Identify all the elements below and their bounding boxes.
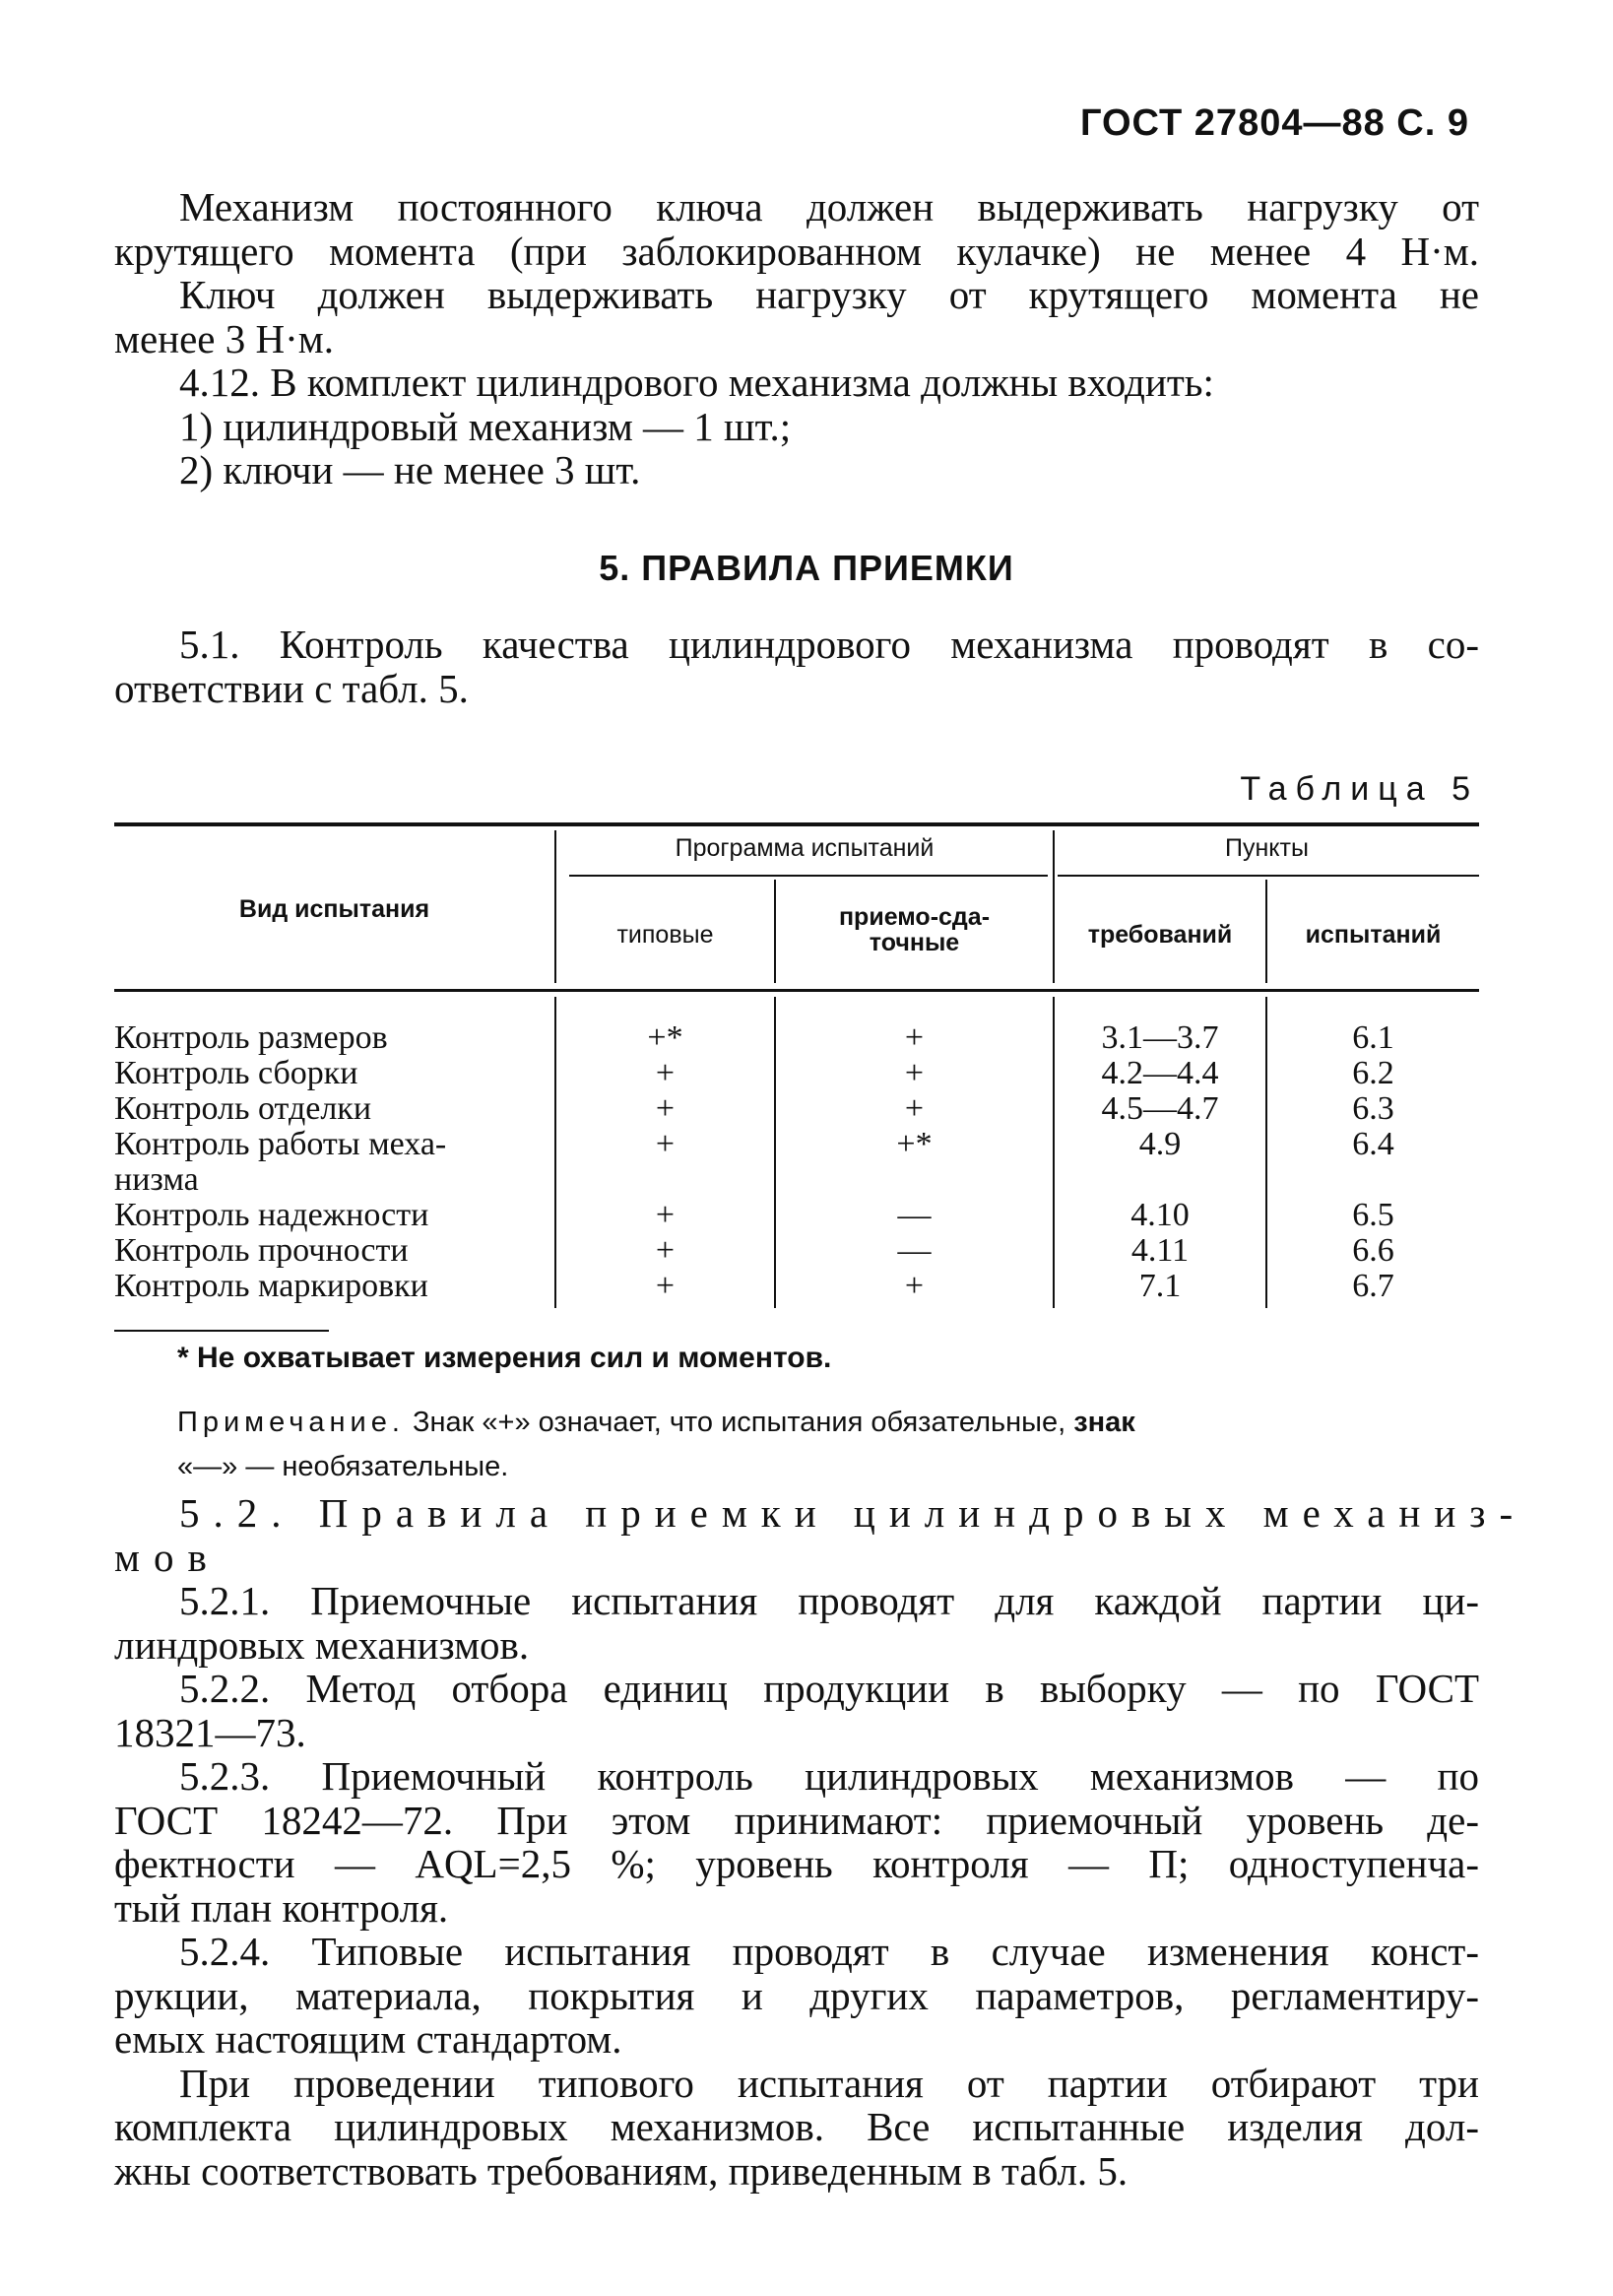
cell-tests: 6.4: [1352, 1126, 1394, 1162]
text-line: 2) ключи — не менее 3 шт.: [179, 447, 641, 492]
header-clauses: Пункты: [1225, 834, 1309, 862]
cell-requirements: 4.10: [1130, 1197, 1190, 1233]
header-requirements: требований: [1087, 921, 1233, 949]
cell-typical: +: [655, 1268, 676, 1304]
text-line: 5.2.3. Приемочный контроль цилиндровых механизмов — по: [179, 1753, 1479, 1799]
note-line-1: [177, 1403, 1479, 1447]
header-acceptance-line-1: приемо-сда-: [838, 903, 991, 931]
text-line: тый план контроля.: [114, 1884, 449, 1931]
cell-acceptance: +*: [896, 1126, 933, 1162]
note-strong: знак: [1073, 1407, 1135, 1438]
cell-requirements: 4.2—4.4: [1101, 1055, 1219, 1091]
text-line: 5.2.4. Типовые испытания проводят в случае изменения конст-: [179, 1929, 1479, 1974]
cell-test-name: Контроль размеров: [114, 1019, 388, 1056]
cell-tests: 6.6: [1352, 1232, 1394, 1269]
cell-tests: 6.5: [1352, 1197, 1394, 1233]
intro-paragraphs: [114, 185, 1479, 492]
text-line: Механизм постоянного ключа должен выдерживать нагрузку от: [179, 184, 1479, 230]
cell-tests: 6.3: [1352, 1090, 1394, 1127]
text-line: ГОСТ 18242—72. При этом принимают: приемочный уровень де-: [114, 1797, 1479, 1843]
cell-test-name: Контроль работы меха-: [114, 1126, 447, 1162]
note-line-2: «—» — необязательные.: [177, 1450, 509, 1482]
text-line: рукции, материала, покрытия и других параметров, регламентиру-: [114, 1972, 1479, 2018]
cell-test-name: низма: [114, 1161, 199, 1198]
cell-requirements: 4.11: [1130, 1232, 1190, 1269]
table-footnote: * Не охватывает измерения сил и моментов.: [177, 1342, 832, 1374]
cell-test-name: Контроль отделки: [114, 1090, 372, 1127]
cell-requirements: 3.1—3.7: [1101, 1019, 1219, 1056]
text-line: 5.1. Контроль качества цилиндрового механизма проводят в со-: [179, 622, 1479, 667]
header-tests: испытаний: [1305, 921, 1442, 949]
table-row: [114, 1162, 1479, 1198]
program-subheader-rule: [569, 875, 1048, 877]
table-row: [114, 1269, 1479, 1304]
cell-requirements: 4.5—4.7: [1101, 1090, 1219, 1127]
cell-test-name: Контроль сборки: [114, 1055, 358, 1091]
table-header-rule: [114, 989, 1479, 992]
cell-typical: +: [655, 1090, 676, 1127]
text-line: менее 3 Н·м.: [114, 315, 334, 361]
note-body: Знак «+» означает, что испытания обязательные,: [404, 1407, 1074, 1438]
footnote-rule: [114, 1330, 329, 1332]
cell-typical: +: [655, 1126, 676, 1162]
cell-typical: +: [655, 1055, 676, 1091]
cell-requirements: 7.1: [1138, 1268, 1182, 1304]
text-line: крутящего момента (при заблокированном кулачке) не менее 4 Н·м.: [114, 228, 1479, 274]
header-acceptance: [776, 904, 1053, 955]
text-line: 5.2.2. Метод отбора единиц продукции в выборку — по ГОСТ: [179, 1666, 1479, 1711]
table-row: [114, 1091, 1479, 1127]
text-line: комплекта цилиндровых механизмов. Все испытанные изделия дол-: [114, 2104, 1479, 2149]
section-title: 5. ПРАВИЛА ПРИЕМКИ: [599, 548, 1014, 588]
cell-requirements: 4.9: [1138, 1126, 1182, 1162]
rules-heading-line-2: мов: [114, 1534, 221, 1580]
table-row: [114, 1056, 1479, 1091]
cell-typical: +: [655, 1197, 676, 1233]
cell-acceptance: +: [904, 1090, 925, 1127]
rules-heading: [114, 1490, 1527, 1580]
cell-typical: +: [655, 1232, 676, 1269]
cell-acceptance: +: [904, 1019, 925, 1056]
table-row: [114, 1198, 1479, 1233]
text-line: 1) цилиндровый механизм — 1 шт.;: [179, 403, 792, 449]
cell-tests: 6.7: [1352, 1268, 1394, 1304]
cell-test-name: Контроль маркировки: [114, 1268, 428, 1304]
cell-test-name: Контроль прочности: [114, 1232, 409, 1269]
cell-acceptance: +: [904, 1268, 925, 1304]
page-header: ГОСТ 27804—88 С. 9: [1079, 102, 1469, 144]
table-note: [177, 1403, 1479, 1490]
cell-acceptance: —: [897, 1197, 932, 1233]
text-line: 4.12. В комплект цилиндрового механизма должны входить:: [179, 360, 1214, 405]
cell-acceptance: +: [904, 1055, 925, 1091]
table-row: [114, 1127, 1479, 1162]
text-line: ответствии с табл. 5.: [114, 665, 469, 711]
rules-heading-line-1: 5.2. Правила приемки цилиндровых механиз-: [179, 1490, 1527, 1536]
table-top-rule: [114, 822, 1479, 826]
text-line: фектности — AQL=2,5 %; уровень контроля — П; одноступенча-: [114, 1841, 1479, 1886]
text-line: линдровых механизмов.: [114, 1621, 530, 1668]
header-typical: типовые: [616, 921, 714, 949]
text-line: 5.2.1. Приемочные испытания проводят для каждой партии ци-: [179, 1578, 1479, 1623]
cell-tests: 6.1: [1352, 1019, 1394, 1056]
note-prefix: Примечание.: [177, 1407, 405, 1438]
cell-acceptance: —: [897, 1232, 932, 1269]
text-line: 18321—73.: [114, 1709, 306, 1755]
text-line: Ключ должен выдерживать нагрузку от крутящего момента не: [179, 272, 1479, 317]
text-line: емых настоящим стандартом.: [114, 2016, 622, 2062]
table-row: [114, 1233, 1479, 1269]
header-program: Программа испытаний: [675, 834, 935, 862]
header-acceptance-line-2: точные: [869, 929, 960, 956]
cell-test-name: Контроль надежности: [114, 1197, 429, 1233]
section-intro: [114, 623, 1479, 710]
table-row: [114, 1020, 1479, 1056]
clauses-subheader-rule: [1058, 875, 1479, 877]
header-test-type: Вид испытания: [238, 895, 430, 923]
rules-paragraphs: [114, 1579, 1479, 2193]
text-line: жны соответствовать требованиям, приведенным в табл. 5.: [114, 2147, 1129, 2194]
table-caption: Таблица 5: [1240, 770, 1479, 808]
cell-typical: +*: [647, 1019, 683, 1056]
text-line: При проведении типового испытания от партии отбирают три: [179, 2060, 1479, 2106]
cell-tests: 6.2: [1352, 1055, 1394, 1091]
